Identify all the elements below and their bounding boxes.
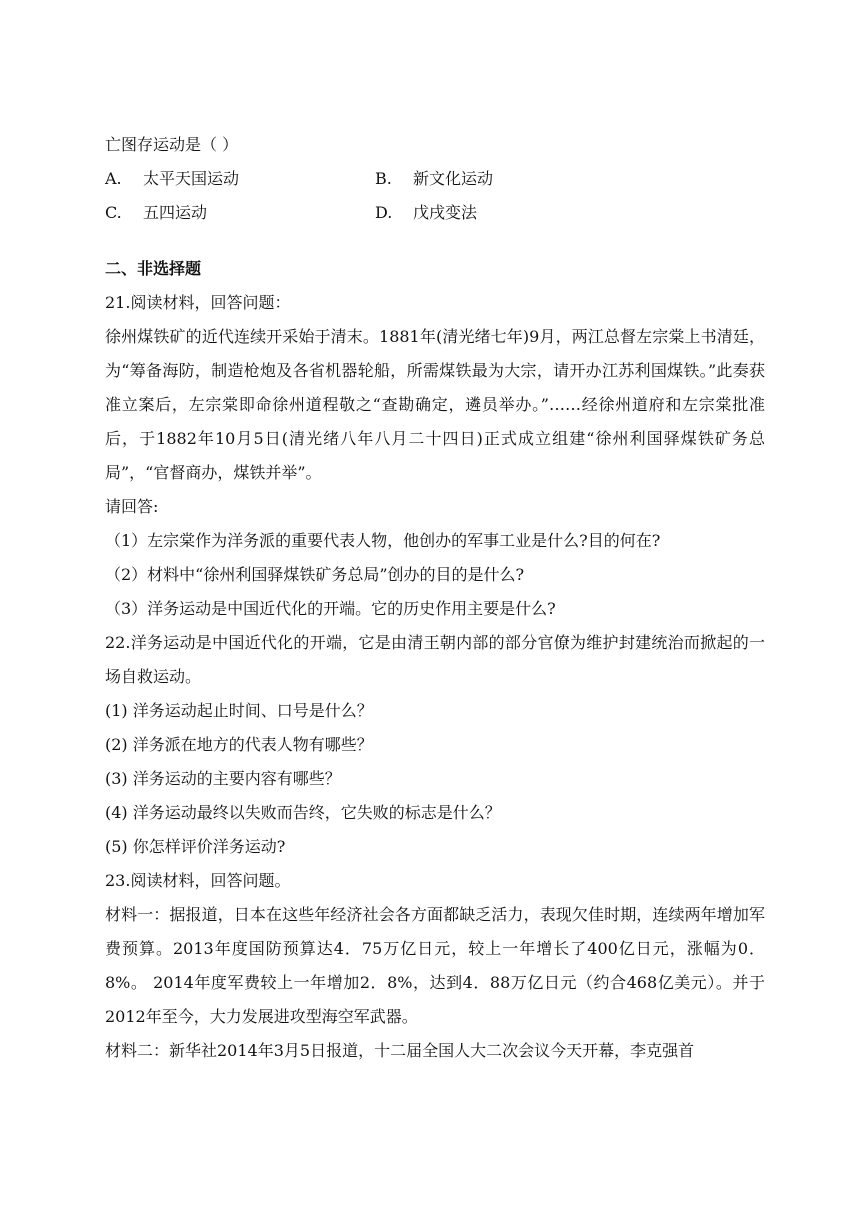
option-c-letter: C.: [105, 203, 122, 222]
page-content: [105, 128, 765, 1068]
option-d-letter: D.: [375, 203, 393, 222]
q20-options-row-2: [105, 196, 765, 230]
option-a[interactable]: [105, 162, 375, 196]
option-b-text: 新文化运动: [413, 169, 494, 188]
section-title: 二、非选择题: [105, 259, 202, 278]
q23-intro: 23.阅读材料，回答问题。: [105, 871, 291, 890]
q20-options-row-1: [105, 162, 765, 196]
q22-question-3: (3) 洋务运动的主要内容有哪些？: [105, 769, 341, 788]
option-a-text: 太平天国运动: [143, 169, 240, 188]
q21-intro: 21.阅读材料，回答问题：: [105, 293, 291, 312]
q21-material: 徐州煤铁矿的近代连续开采始于清末。1881年(清光绪七年)9月，两江总督左宗棠上书清廷，为“筹备海防，制造枪炮及各省机器轮船，所需煤铁最为大宗，请开办江苏利国煤铁。”此奏获准立案后，左宗棠即命徐州道程敬之“查勘确定，遴员举办。”……经徐州道府和左宗棠批准后，于1882年10月5日(清光绪八年八月二十四日)正式成立组建“徐州利国驿煤铁矿务总局”，“官督商办，煤铁并举”。: [105, 327, 765, 482]
q22-question-1: (1) 洋务运动起止时间、口号是什么？: [105, 701, 373, 720]
q22-question-4: (4) 洋务运动最终以失败而告终，它失败的标志是什么？: [105, 803, 501, 822]
q21-question-3: （3）洋务运动是中国近代化的开端。它的历史作用主要是什么?: [105, 599, 556, 618]
q22-intro: 22.洋务运动是中国近代化的开端，它是由清王朝内部的部分官僚为维护封建统治而掀起的一场自救运动。: [105, 633, 765, 686]
q21-question-2: （2）材料中“徐州利国驿煤铁矿务总局”创办的目的是什么?: [105, 565, 525, 584]
q21-prompt: 请回答:: [105, 497, 159, 516]
q22-question-2: (2) 洋务派在地方的代表人物有哪些？: [105, 735, 373, 754]
option-c[interactable]: [105, 196, 375, 230]
q21-question-1: （1）左宗棠作为洋务派的重要代表人物，他创办的军事工业是什么?目的何在?: [105, 531, 661, 550]
option-d[interactable]: [375, 196, 645, 230]
q23-material-2: 材料二：新华社2014年3月5日报道，十二届全国人大二次会议今天开幕，李克强首: [105, 1041, 695, 1060]
option-b-letter: B.: [375, 169, 392, 188]
option-a-letter: A.: [105, 169, 122, 188]
q20-stem-tail: 亡图存运动是（ ）: [105, 135, 239, 154]
option-b[interactable]: [375, 162, 645, 196]
option-d-text: 戊戌变法: [413, 203, 478, 222]
q23-material-1: 材料一：据报道，日本在这些年经济社会各方面都缺乏活力，表现欠佳时期，连续两年增加军费预算。2013年度国防预算达4．75万亿日元，较上一年增长了400亿日元，涨幅为0．8%。 2014年度军费较上一年增加2．8%，达到4．88万亿日元（约合468亿美元）。并于2012年至今，大力发展进攻型海空军武器。: [105, 905, 765, 1026]
q22-question-5: (5) 你怎样评价洋务运动?: [105, 837, 286, 856]
option-c-text: 五四运动: [143, 203, 208, 222]
